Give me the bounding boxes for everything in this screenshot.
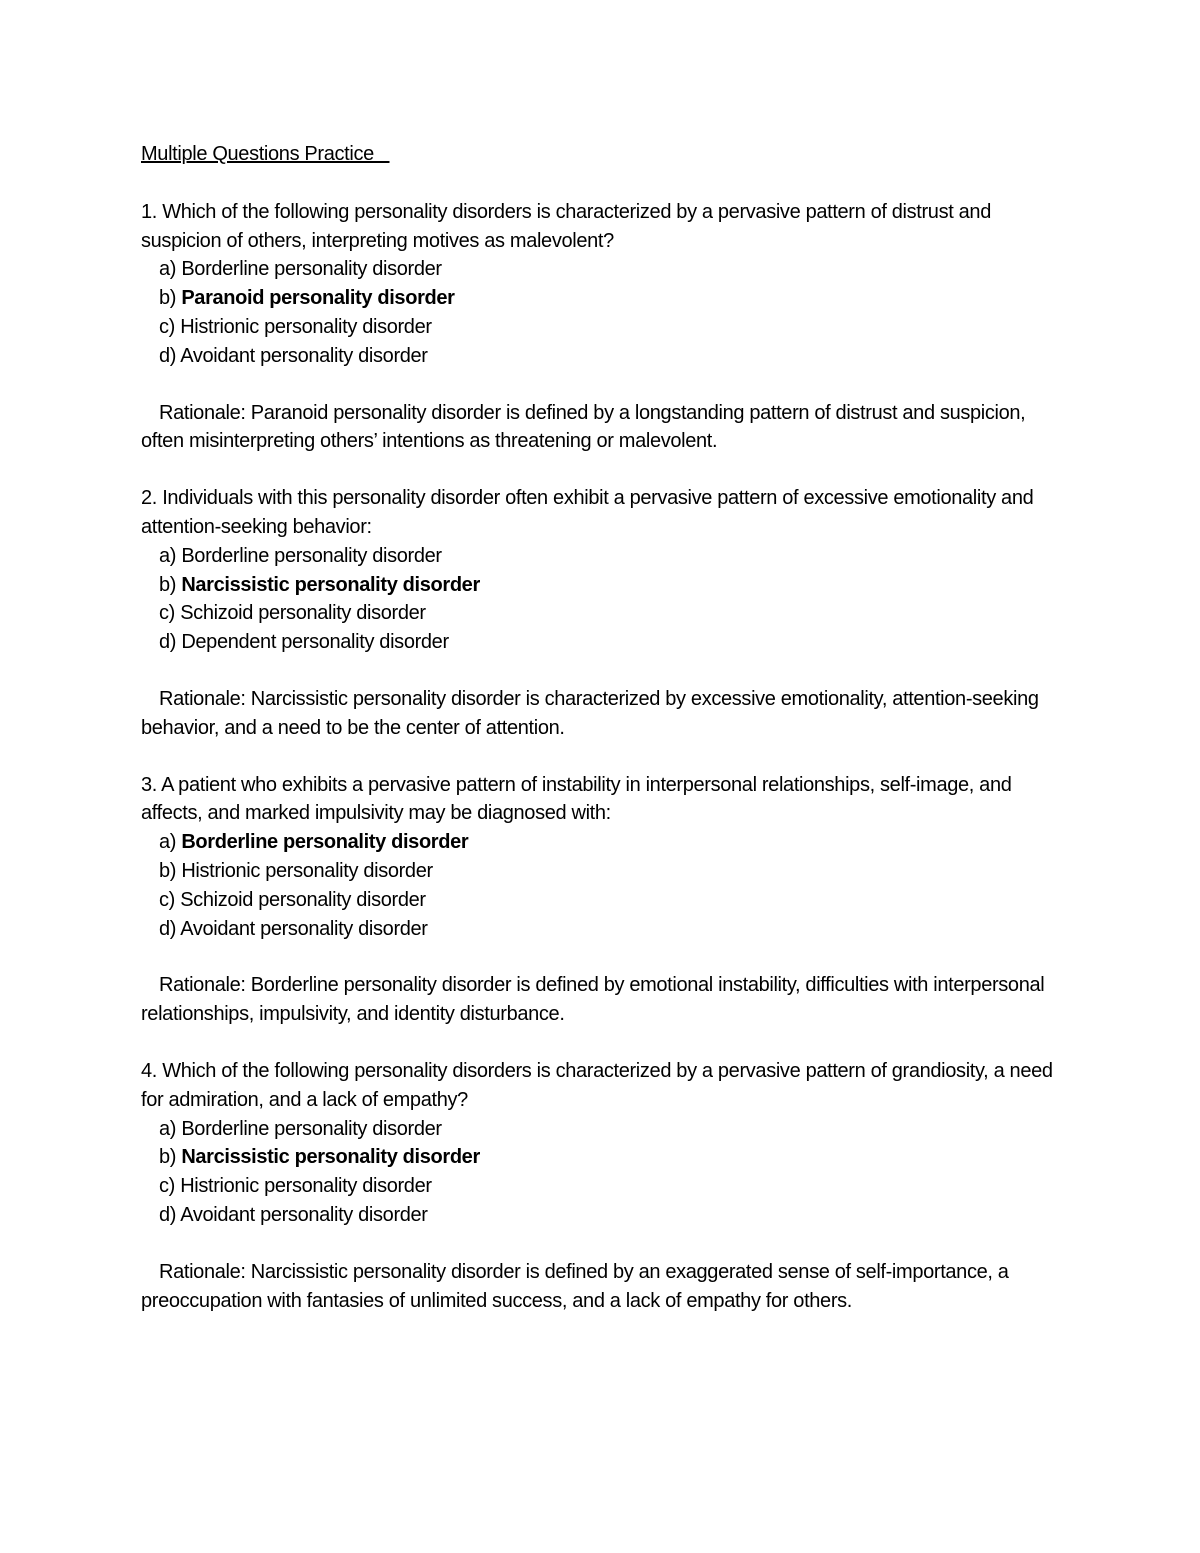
- option-letter: a): [159, 1117, 177, 1140]
- option-text: Avoidant personality disorder: [180, 344, 428, 367]
- title-row: [141, 140, 1061, 169]
- answer-option: [141, 886, 1061, 915]
- option-letter: c): [159, 602, 175, 625]
- question-block: [141, 484, 1061, 742]
- answer-option: [141, 1201, 1061, 1230]
- answer-option: [141, 599, 1061, 628]
- rationale-text: Rationale: Narcissistic personality disorder is defined by an exaggerated sense of self-importance, a preoccupation with fantasies of unlimited success, and a lack of empathy for others.: [141, 1260, 1009, 1312]
- option-letter: c): [159, 1175, 175, 1198]
- option-text: Histrionic personality disorder: [181, 859, 433, 882]
- option-text: Avoidant personality disorder: [180, 1203, 428, 1226]
- option-letter: d): [159, 344, 177, 367]
- option-letter: b): [159, 859, 177, 882]
- question-text: Individuals with this personality disorder often exhibit a pervasive pattern of excessive emotionality and attention-seeking behavior:: [141, 487, 1034, 538]
- document-page: [141, 140, 1061, 1343]
- option-letter: c): [159, 315, 175, 338]
- option-text: Avoidant personality disorder: [180, 917, 428, 940]
- question-stem: [141, 1057, 1061, 1115]
- correct-option-text: Narcissistic personality disorder: [181, 1146, 480, 1169]
- question-block: [141, 1057, 1061, 1315]
- answer-option: [141, 628, 1061, 657]
- option-text: Schizoid personality disorder: [180, 888, 426, 911]
- option-text: Histrionic personality disorder: [180, 1175, 432, 1198]
- option-letter: a): [159, 544, 177, 567]
- answer-option: [141, 542, 1061, 571]
- answer-option: [141, 255, 1061, 284]
- answer-option: [141, 1172, 1061, 1201]
- answer-option: [141, 313, 1061, 342]
- answer-option: [141, 1143, 1061, 1172]
- answer-option: [141, 857, 1061, 886]
- question-list: [141, 198, 1061, 1316]
- question-number: 4.: [141, 1059, 157, 1082]
- answer-option: [141, 828, 1061, 857]
- rationale-text: Rationale: Borderline personality disorder is defined by emotional instability, difficulties with interpersonal relationships, impulsivity, and identity disturbance.: [141, 974, 1045, 1026]
- option-letter: a): [159, 258, 177, 281]
- question-block: [141, 198, 1061, 456]
- correct-option-text: Borderline personality disorder: [181, 831, 469, 854]
- option-text: Borderline personality disorder: [181, 1117, 442, 1140]
- rationale-text: Rationale: Narcissistic personality disorder is characterized by excessive emotionality, attention-seeking behavior, and a need to be the center of attention.: [141, 687, 1039, 739]
- rationale-text: Rationale: Paranoid personality disorder is defined by a longstanding pattern of distrust and suspicion, often misinterpreting others’ intentions as threatening or malevolent.: [141, 401, 1026, 453]
- option-letter: c): [159, 888, 175, 911]
- answer-options: [141, 1115, 1061, 1230]
- answer-options: [141, 255, 1061, 370]
- option-text: Histrionic personality disorder: [180, 315, 432, 338]
- answer-option: [141, 284, 1061, 313]
- answer-option: [141, 342, 1061, 371]
- correct-option-text: Narcissistic personality disorder: [181, 573, 480, 596]
- question-number: 1.: [141, 200, 157, 223]
- option-letter: d): [159, 917, 177, 940]
- question-text: Which of the following personality disorders is characterized by a pervasive pattern of distrust and suspicion of others, interpreting motives as malevolent?: [141, 200, 991, 252]
- question-stem: [141, 198, 1061, 256]
- option-text: Borderline personality disorder: [181, 544, 442, 567]
- question-number: 2.: [141, 487, 157, 510]
- answer-options: [141, 828, 1061, 943]
- option-text: Borderline personality disorder: [181, 258, 442, 281]
- question-number: 3.: [141, 773, 157, 796]
- option-text: Dependent personality disorder: [181, 631, 449, 654]
- option-letter: d): [159, 631, 177, 654]
- answer-option: [141, 915, 1061, 944]
- correct-option-text: Paranoid personality disorder: [181, 287, 455, 310]
- answer-option: [141, 571, 1061, 600]
- option-letter: b): [159, 573, 177, 596]
- question-stem: [141, 771, 1061, 829]
- option-letter: b): [159, 287, 177, 310]
- answer-options: [141, 542, 1061, 657]
- page-title: Multiple Questions Practice: [141, 143, 390, 165]
- question-text: A patient who exhibits a pervasive pattern of instability in interpersonal relationships, self-image, and affects, and marked impulsivity may be diagnosed with:: [141, 773, 1012, 825]
- option-letter: b): [159, 1146, 177, 1169]
- question-block: [141, 771, 1061, 1029]
- question-text: Which of the following personality disorders is characterized by a pervasive pattern of grandiosity, a need for admiration, and a lack of empathy?: [141, 1059, 1053, 1111]
- option-letter: a): [159, 831, 177, 854]
- answer-option: [141, 1115, 1061, 1144]
- option-text: Schizoid personality disorder: [180, 602, 426, 625]
- question-stem: [141, 484, 1061, 542]
- option-letter: d): [159, 1203, 177, 1226]
